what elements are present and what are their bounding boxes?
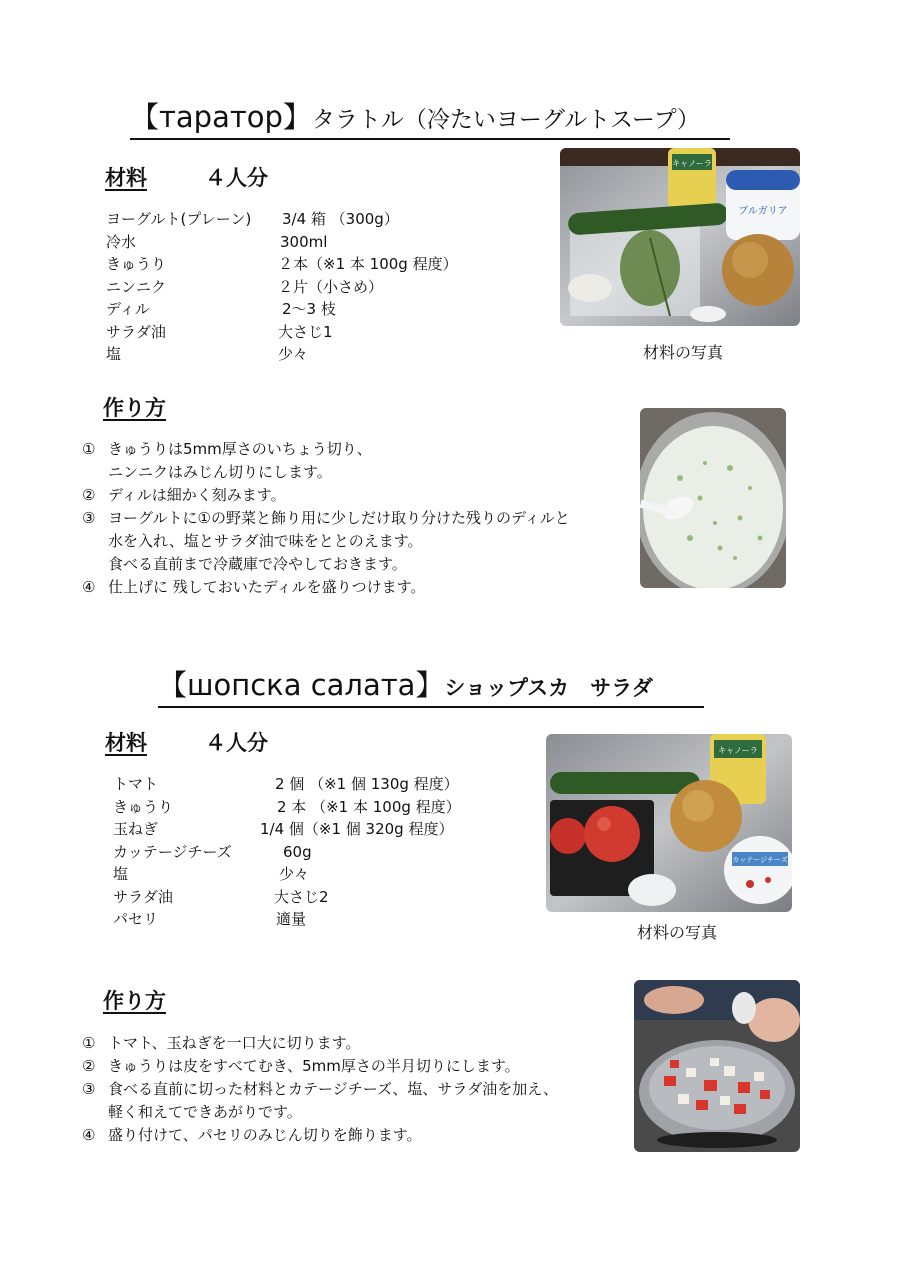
ingredient-row xyxy=(113,886,533,909)
step-number: ① xyxy=(82,440,96,458)
ingredient-row xyxy=(113,773,533,796)
ingredient-row xyxy=(113,908,533,931)
recipe2-steps xyxy=(82,1032,558,1147)
recipe2-title-jp: ショップスカ サラダ xyxy=(444,676,653,700)
oil-bottle-label: キャノーラ xyxy=(718,746,758,755)
ingredient-name: きゅうり xyxy=(113,797,174,816)
ingredient-name: 玉ねぎ xyxy=(113,820,159,838)
step-text: きゅうりは皮をすべてむき、5mm厚さの半月切りにします。 xyxy=(108,1057,520,1075)
ingredient-name: ディル xyxy=(106,300,150,318)
recipe1-ingredient-list xyxy=(106,208,526,366)
step-number: ③ xyxy=(82,509,96,527)
ingredient-row xyxy=(113,796,533,819)
ingredient-name: パセリ xyxy=(113,910,159,928)
ingredient-name: カッテージチーズ xyxy=(113,842,232,861)
step-number: ③ xyxy=(82,1080,96,1098)
ingredient-row xyxy=(113,818,533,841)
step-line: ニンニクはみじん切りにします。 xyxy=(108,463,332,481)
recipe1-ingredients-heading: 材料 xyxy=(105,166,147,190)
ingredient-qty: 適量 xyxy=(276,910,307,928)
recipe1-title-jp: タラトル（冷たいヨーグルトスープ） xyxy=(311,107,700,133)
ingredient-row xyxy=(106,231,526,254)
recipe1-title xyxy=(130,95,730,140)
ingredient-name: ニンニク xyxy=(106,277,167,296)
recipe1-servings: ４人分 xyxy=(205,166,268,190)
step-line xyxy=(82,1078,558,1101)
step-number: ④ xyxy=(82,578,96,596)
ingredient-name: サラダ油 xyxy=(106,322,166,341)
step-line xyxy=(82,1055,558,1078)
recipe1-photo-caption: 材料の写真 xyxy=(643,343,724,362)
yogurt-label: ブルガリア xyxy=(738,206,788,217)
ingredient-qty: 2 本 （※1 本 100g 程度） xyxy=(277,797,461,816)
step-text: 盛り付けて、パセリのみじん切りを飾ります。 xyxy=(108,1126,422,1144)
ingredient-row xyxy=(106,208,526,231)
ingredient-qty: ２本（※1 本 100g 程度） xyxy=(278,255,458,273)
recipe2-photo-caption: 材料の写真 xyxy=(637,923,718,942)
recipe2-ingredients-heading: 材料 xyxy=(105,731,147,755)
step-number: ④ xyxy=(82,1126,96,1144)
ingredient-qty: ２片（小さめ） xyxy=(278,277,384,296)
recipe2-title-ru: 【шопска салата】 xyxy=(158,668,445,702)
ingredient-row xyxy=(106,276,526,299)
ingredient-qty: 少々 xyxy=(279,865,310,883)
ingredient-qty: 2 個 （※1 個 130g 程度） xyxy=(275,775,459,793)
ingredient-name: ヨーグルト(プレーン) xyxy=(106,210,252,228)
ingredient-qty: 60g xyxy=(283,842,312,861)
ingredient-row xyxy=(106,343,526,366)
step-line xyxy=(82,1124,558,1147)
recipe2-method-heading: 作り方 xyxy=(103,989,166,1013)
recipe1-soup-photo xyxy=(640,408,786,588)
step-text: トマト、玉ねぎを一口大に切ります。 xyxy=(108,1034,361,1052)
ingredient-name: きゅうり xyxy=(106,255,167,273)
recipe1-ingredients-photo xyxy=(560,148,800,326)
recipe2-ingredient-list xyxy=(113,773,533,931)
recipe1-steps xyxy=(82,438,570,599)
ingredient-name: 冷水 xyxy=(106,232,137,251)
step-number: ② xyxy=(82,486,96,504)
ingredient-qty: 少々 xyxy=(278,345,309,363)
ingredient-row xyxy=(106,321,526,344)
ingredient-name: 塩 xyxy=(113,865,129,883)
ingredient-qty: 1/4 個（※1 個 320g 程度） xyxy=(260,820,454,838)
ingredient-qty: 3/4 箱 （300g） xyxy=(282,210,399,228)
ingredient-qty: 300ml xyxy=(280,232,328,251)
step-text: ヨーグルトに①の野菜と飾り用に少しだけ取り分けた残りのディルと xyxy=(108,509,570,527)
step-line: 食べる直前まで冷蔵庫で冷やしておきます。 xyxy=(108,555,407,573)
step-line: 軽く和えてできあがりです。 xyxy=(108,1103,302,1121)
recipe2-servings: ４人分 xyxy=(205,731,268,755)
recipe2-salad-photo xyxy=(634,980,800,1152)
cheese-label: カッテージチーズ xyxy=(732,856,788,864)
ingredient-row xyxy=(113,863,533,886)
step-text: きゅうりは5mm厚さのいちょう切り、 xyxy=(108,440,372,458)
ingredient-row xyxy=(106,298,526,321)
step-text: ディルは細かく刻みます。 xyxy=(108,486,286,504)
ingredient-qty: 2〜3 枝 xyxy=(282,300,336,318)
ingredient-name: サラダ油 xyxy=(113,887,173,906)
recipe1-title-ru: 【таратор】 xyxy=(130,100,312,134)
recipe2-title xyxy=(158,663,704,708)
oil-bottle-label: キャノーラ xyxy=(672,159,712,168)
step-line xyxy=(82,438,570,461)
recipe2-ingredients-photo xyxy=(546,734,792,912)
step-line xyxy=(82,484,570,507)
step-text: 食べる直前に切った材料とカテージチーズ、塩、サラダ油を加え、 xyxy=(108,1080,559,1098)
step-line xyxy=(82,507,570,530)
ingredient-row xyxy=(106,253,526,276)
step-text: 仕上げに 残しておいたディルを盛りつけます。 xyxy=(108,578,426,596)
ingredient-qty: 大さじ2 xyxy=(274,887,329,906)
step-line: 水を入れ、塩とサラダ油で味をととのえます。 xyxy=(108,532,423,550)
step-line xyxy=(82,576,570,599)
ingredient-name: 塩 xyxy=(106,345,122,363)
step-number: ① xyxy=(82,1034,96,1052)
ingredient-row xyxy=(113,841,533,864)
step-line xyxy=(82,1032,558,1055)
ingredient-qty: 大さじ1 xyxy=(278,322,333,341)
recipe1-method-heading: 作り方 xyxy=(103,396,166,420)
ingredient-name: トマト xyxy=(113,775,159,793)
step-number: ② xyxy=(82,1057,96,1075)
